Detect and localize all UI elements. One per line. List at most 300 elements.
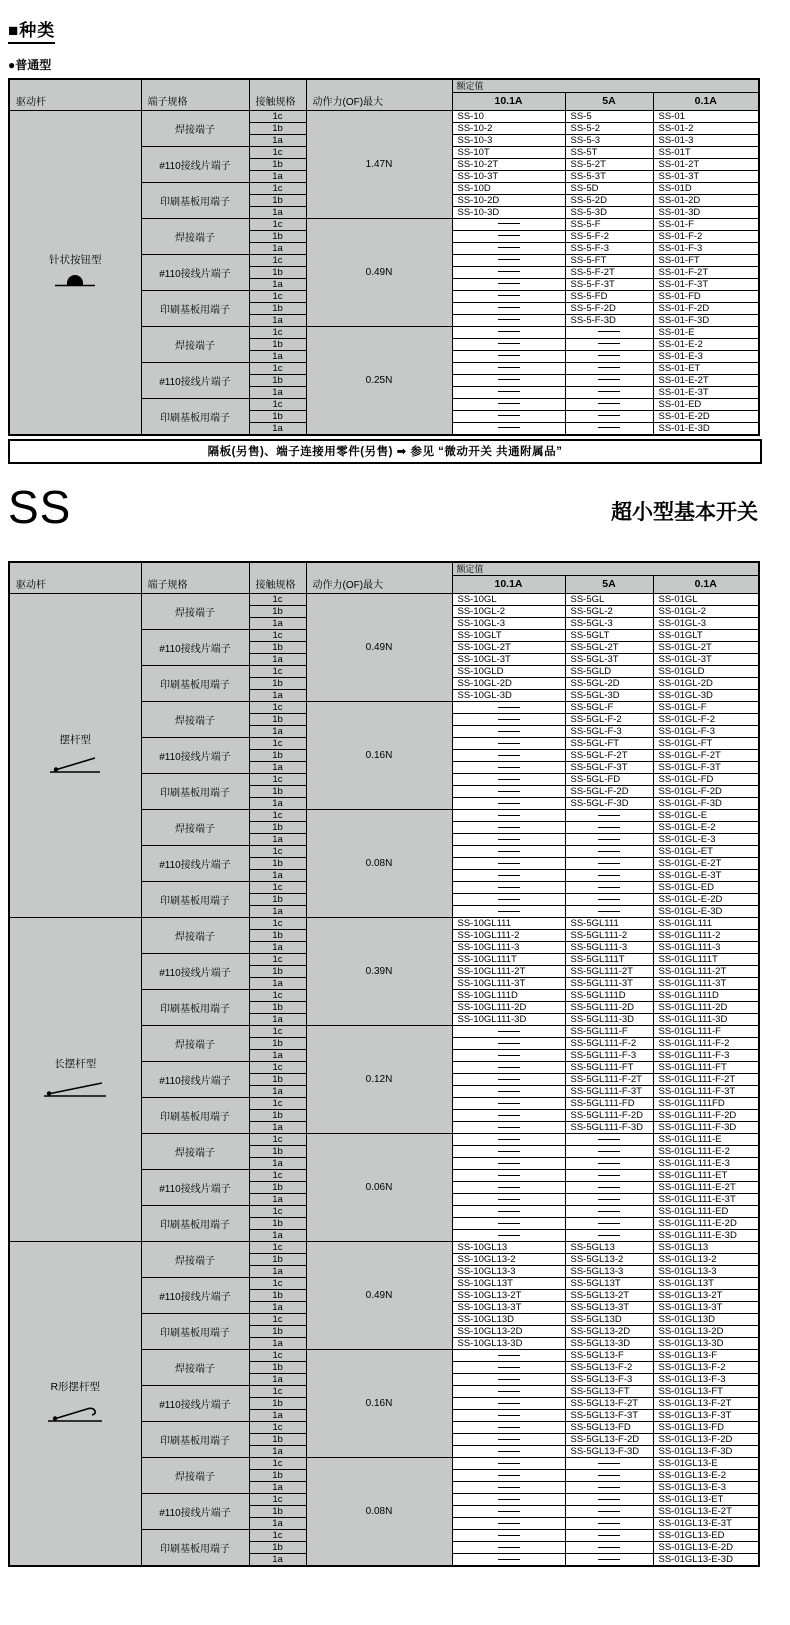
model-number-cell: SS-5GL13-3T [565, 1301, 653, 1313]
empty-model-cell [565, 1469, 653, 1481]
contact-form-cell: 1b [249, 1001, 306, 1013]
model-number-cell: SS-01-F-3D [653, 314, 759, 326]
model-number-cell: SS-5GL13 [565, 1241, 653, 1253]
contact-form-cell: 1a [249, 797, 306, 809]
contact-form-cell: 1c [249, 1349, 306, 1361]
table-row [9, 917, 759, 929]
contact-form-cell: 1b [249, 230, 306, 242]
model-number-cell: SS-01GL13-3T [653, 1301, 759, 1313]
not-available-dash [598, 1475, 620, 1476]
standard-type-spec-table [8, 78, 760, 436]
contact-form-cell: 1b [249, 122, 306, 134]
contact-form-cell: 1b [249, 410, 306, 422]
model-number-cell: SS-10GL13T [452, 1277, 565, 1289]
column-header-actuator: 驱动杆 [9, 562, 141, 593]
contact-form-cell: 1b [249, 749, 306, 761]
contact-form-cell: 1c [249, 809, 306, 821]
model-number-cell: SS-5GL-2D [565, 677, 653, 689]
contact-form-cell: 1b [249, 1397, 306, 1409]
column-header-rating-0.1A: 0.1A [653, 92, 759, 110]
hinge-lever-icon [10, 754, 141, 779]
terminal-type-cell: 焊接端子 [141, 1133, 249, 1169]
empty-model-cell [452, 1457, 565, 1469]
contact-form-cell: 1b [249, 302, 306, 314]
empty-model-cell [452, 338, 565, 350]
empty-model-cell [565, 1169, 653, 1181]
contact-form-cell: 1a [249, 761, 306, 773]
model-number-cell: SS-01-2 [653, 122, 759, 134]
not-available-dash [498, 851, 520, 852]
empty-model-cell [452, 254, 565, 266]
terminal-type-cell: 印刷基板用端子 [141, 881, 249, 917]
not-available-dash [498, 379, 520, 380]
not-available-dash [498, 1535, 520, 1536]
model-number-cell: SS-01GL13-F-2 [653, 1361, 759, 1373]
model-number-cell: SS-5GL-3 [565, 617, 653, 629]
empty-model-cell [565, 338, 653, 350]
actuator-cell [9, 593, 141, 917]
contact-form-cell: 1c [249, 326, 306, 338]
empty-model-cell [565, 1133, 653, 1145]
model-number-cell: SS-01GL111-F-2T [653, 1073, 759, 1085]
empty-model-cell [452, 1109, 565, 1121]
model-number-cell: SS-5GL111-3D [565, 1013, 653, 1025]
model-number-cell: SS-10GL111-2 [452, 929, 565, 941]
not-available-dash [598, 863, 620, 864]
model-number-cell: SS-5-2D [565, 194, 653, 206]
model-number-cell: SS-5GL13-2 [565, 1253, 653, 1265]
empty-model-cell [452, 881, 565, 893]
model-number-cell: SS-01GL13-2D [653, 1325, 759, 1337]
empty-model-cell [565, 350, 653, 362]
model-number-cell: SS-01GL13-E-3 [653, 1481, 759, 1493]
model-number-cell: SS-5GL-F-3D [565, 797, 653, 809]
contact-form-cell: 1a [249, 1085, 306, 1097]
model-number-cell: SS-01GLD [653, 665, 759, 677]
terminal-type-cell: 焊接端子 [141, 917, 249, 953]
empty-model-cell [452, 773, 565, 785]
model-number-cell: SS-10-2T [452, 158, 565, 170]
contact-form-cell: 1c [249, 845, 306, 857]
model-number-cell: SS-10GL111-3 [452, 941, 565, 953]
model-number-cell: SS-01-3T [653, 170, 759, 182]
model-number-cell: SS-5GL [565, 593, 653, 605]
contact-form-cell: 1c [249, 290, 306, 302]
model-number-cell: SS-5GL-F-2 [565, 713, 653, 725]
operating-force-cell: 0.39N [306, 917, 452, 1025]
terminal-type-cell: #110接线片端子 [141, 737, 249, 773]
not-available-dash [598, 1187, 620, 1188]
model-number-cell: SS-01GL-E-2D [653, 893, 759, 905]
table-row [9, 593, 759, 605]
model-number-cell: SS-5GL-FD [565, 773, 653, 785]
contact-form-cell: 1b [249, 1433, 306, 1445]
model-number-cell: SS-01GL111-FT [653, 1061, 759, 1073]
model-number-cell: SS-10-2 [452, 122, 565, 134]
empty-model-cell [565, 386, 653, 398]
not-available-dash [498, 1103, 520, 1104]
empty-model-cell [565, 1181, 653, 1193]
contact-form-cell: 1c [249, 1133, 306, 1145]
not-available-dash [498, 427, 520, 428]
not-available-dash [598, 1235, 620, 1236]
model-number-cell: SS-5GL-2T [565, 641, 653, 653]
contact-form-cell: 1b [249, 713, 306, 725]
model-number-cell: SS-10GL13-3 [452, 1265, 565, 1277]
not-available-dash [498, 791, 520, 792]
model-number-cell: SS-01GL13-F-3D [653, 1445, 759, 1457]
terminal-type-cell: 印刷基板用端子 [141, 665, 249, 701]
empty-model-cell [452, 314, 565, 326]
not-available-dash [498, 1559, 520, 1560]
not-available-dash [598, 1223, 620, 1224]
accessories-note-text: 隔板(另售)、端子连接用零件(另售) ➡ 参见 “微动开关 共通附属品” [207, 446, 563, 458]
model-number-cell: SS-10GL13-2 [452, 1253, 565, 1265]
model-number-cell: SS-10GLD [452, 665, 565, 677]
contact-form-cell: 1c [249, 593, 306, 605]
empty-model-cell [565, 833, 653, 845]
empty-model-cell [452, 1061, 565, 1073]
model-number-cell: SS-01GL111-F-3 [653, 1049, 759, 1061]
column-header-rating-5A: 5A [565, 575, 653, 593]
empty-model-cell [452, 386, 565, 398]
not-available-dash [498, 719, 520, 720]
model-number-cell: SS-5GL-F [565, 701, 653, 713]
not-available-dash [498, 367, 520, 368]
not-available-dash [598, 1487, 620, 1488]
not-available-dash [498, 235, 520, 236]
contact-form-cell: 1c [249, 701, 306, 713]
not-available-dash [498, 247, 520, 248]
series-header [8, 480, 758, 533]
not-available-dash [598, 851, 620, 852]
column-header-terminal: 端子规格 [141, 562, 249, 593]
not-available-dash [498, 1067, 520, 1068]
model-number-cell: SS-5GL111-2T [565, 965, 653, 977]
contact-form-cell: 1c [249, 1529, 306, 1541]
model-number-cell: SS-5GL-3D [565, 689, 653, 701]
contact-form-cell: 1a [249, 1193, 306, 1205]
not-available-dash [498, 403, 520, 404]
terminal-type-cell: #110接线片端子 [141, 254, 249, 290]
model-number-cell: SS-01GL111-3T [653, 977, 759, 989]
model-number-cell: SS-5GL-F-2D [565, 785, 653, 797]
empty-model-cell [452, 1469, 565, 1481]
terminal-type-cell: #110接线片端子 [141, 1385, 249, 1421]
not-available-dash [498, 1355, 520, 1356]
contact-form-cell: 1c [249, 881, 306, 893]
contact-form-cell: 1b [249, 965, 306, 977]
contact-form-cell: 1b [249, 1109, 306, 1121]
column-header-force: 动作力(OF)最大 [306, 79, 452, 110]
operating-force-cell: 0.49N [306, 1241, 452, 1349]
model-number-cell: SS-01-F-2 [653, 230, 759, 242]
not-available-dash [498, 803, 520, 804]
model-number-cell: SS-5-3D [565, 206, 653, 218]
empty-model-cell [452, 1409, 565, 1421]
contact-form-cell: 1b [249, 1361, 306, 1373]
operating-force-cell: 0.06N [306, 1133, 452, 1241]
contact-form-cell: 1b [249, 1469, 306, 1481]
column-header-contact: 接触规格 [249, 79, 306, 110]
model-number-cell: SS-5GL111-3 [565, 941, 653, 953]
model-number-cell: SS-01GL13-ED [653, 1529, 759, 1541]
not-available-dash [598, 1499, 620, 1500]
not-available-dash [598, 1559, 620, 1560]
empty-model-cell [452, 1193, 565, 1205]
model-number-cell: SS-5GL13-F-3D [565, 1445, 653, 1457]
not-available-dash [498, 815, 520, 816]
empty-model-cell [452, 701, 565, 713]
model-number-cell: SS-10GL-3 [452, 617, 565, 629]
empty-model-cell [452, 326, 565, 338]
model-number-cell: SS-01GL-F-2T [653, 749, 759, 761]
empty-model-cell [452, 869, 565, 881]
empty-model-cell [452, 242, 565, 254]
contact-form-cell: 1b [249, 1253, 306, 1265]
empty-model-cell [565, 398, 653, 410]
model-number-cell: SS-5-F-2D [565, 302, 653, 314]
contact-form-cell: 1c [249, 1061, 306, 1073]
model-number-cell: SS-01GL-F [653, 701, 759, 713]
model-number-cell: SS-01GL111-F [653, 1025, 759, 1037]
not-available-dash [498, 1211, 520, 1212]
empty-model-cell [565, 1505, 653, 1517]
operating-force-cell: 0.49N [306, 218, 452, 326]
model-number-cell: SS-01GL-E-2 [653, 821, 759, 833]
model-number-cell: SS-01GL111-F-3T [653, 1085, 759, 1097]
contact-form-cell: 1b [249, 605, 306, 617]
empty-model-cell [452, 398, 565, 410]
contact-form-cell: 1a [249, 653, 306, 665]
model-number-cell: SS-01GL-E-3D [653, 905, 759, 917]
model-number-cell: SS-10GL111-2T [452, 965, 565, 977]
model-number-cell: SS-5GL13-F-3 [565, 1373, 653, 1385]
model-number-cell: SS-01GL-F-2D [653, 785, 759, 797]
empty-model-cell [452, 1145, 565, 1157]
model-number-cell: SS-01GL13-F-2T [653, 1397, 759, 1409]
not-available-dash [498, 1475, 520, 1476]
model-number-cell: SS-10GL13-3T [452, 1301, 565, 1313]
not-available-dash [498, 1151, 520, 1152]
model-number-cell: SS-5GL111-FD [565, 1097, 653, 1109]
model-number-cell: SS-5GL-F-2T [565, 749, 653, 761]
empty-model-cell [565, 905, 653, 917]
not-available-dash [598, 899, 620, 900]
column-header-terminal: 端子规格 [141, 79, 249, 110]
model-number-cell: SS-01GL-E-3 [653, 833, 759, 845]
model-number-cell: SS-01GL13-F-3 [653, 1373, 759, 1385]
model-number-cell: SS-01GL111-F-3D [653, 1121, 759, 1133]
model-number-cell: SS-01-FD [653, 290, 759, 302]
terminal-type-cell: 印刷基板用端子 [141, 1097, 249, 1133]
not-available-dash [498, 343, 520, 344]
model-number-cell: SS-01GL111-3 [653, 941, 759, 953]
not-available-dash [498, 1403, 520, 1404]
terminal-type-cell: #110接线片端子 [141, 629, 249, 665]
contact-form-cell: 1a [249, 350, 306, 362]
not-available-dash [498, 1547, 520, 1548]
not-available-dash [498, 1079, 520, 1080]
model-number-cell: SS-5GL13-F [565, 1349, 653, 1361]
actuator-cell [9, 1241, 141, 1566]
empty-model-cell [565, 374, 653, 386]
contact-form-cell: 1a [249, 278, 306, 290]
terminal-type-cell: 印刷基板用端子 [141, 290, 249, 326]
empty-model-cell [452, 1397, 565, 1409]
model-number-cell: SS-01GL-ED [653, 881, 759, 893]
contact-form-cell: 1b [249, 893, 306, 905]
subsection-title: ●普通型 [8, 58, 52, 72]
not-available-dash [598, 403, 620, 404]
empty-model-cell [452, 1445, 565, 1457]
contact-form-cell: 1c [249, 1205, 306, 1217]
contact-form-cell: 1b [249, 1073, 306, 1085]
model-number-cell: SS-01GL111T [653, 953, 759, 965]
terminal-type-cell: 焊接端子 [141, 701, 249, 737]
contact-form-cell: 1c [249, 1169, 306, 1181]
terminal-type-cell: #110接线片端子 [141, 362, 249, 398]
terminal-type-cell: #110接线片端子 [141, 1277, 249, 1313]
model-number-cell: SS-5T [565, 146, 653, 158]
not-available-dash [498, 1223, 520, 1224]
not-available-dash [498, 1379, 520, 1380]
empty-model-cell [452, 833, 565, 845]
empty-model-cell [452, 1421, 565, 1433]
model-number-cell: SS-01-FT [653, 254, 759, 266]
model-number-cell: SS-5GL13-FT [565, 1385, 653, 1397]
model-number-cell: SS-01GL-E [653, 809, 759, 821]
model-number-cell: SS-5GL-3T [565, 653, 653, 665]
model-number-cell: SS-01-3 [653, 134, 759, 146]
not-available-dash [498, 1367, 520, 1368]
model-number-cell: SS-5GL111-F [565, 1025, 653, 1037]
model-number-cell: SS-10GL [452, 593, 565, 605]
actuator-label: R形摆杆型 [50, 1380, 101, 1393]
model-number-cell: SS-01GL111-2 [653, 929, 759, 941]
contact-form-cell: 1b [249, 194, 306, 206]
empty-model-cell [452, 1049, 565, 1061]
empty-model-cell [452, 1073, 565, 1085]
actuator-cell [9, 917, 141, 1241]
model-number-cell: SS-5-F [565, 218, 653, 230]
empty-model-cell [452, 809, 565, 821]
not-available-dash [598, 1547, 620, 1548]
not-available-dash [498, 1031, 520, 1032]
contact-form-cell: 1c [249, 629, 306, 641]
contact-form-cell: 1b [249, 374, 306, 386]
not-available-dash [498, 1463, 520, 1464]
not-available-dash [598, 355, 620, 356]
empty-model-cell [452, 845, 565, 857]
model-number-cell: SS-01-ET [653, 362, 759, 374]
model-number-cell: SS-01GL-3 [653, 617, 759, 629]
empty-model-cell [452, 1349, 565, 1361]
not-available-dash [498, 1091, 520, 1092]
model-number-cell: SS-10GL111D [452, 989, 565, 1001]
model-number-cell: SS-5GL111-3T [565, 977, 653, 989]
model-number-cell: SS-01GL111-E-3 [653, 1157, 759, 1169]
model-number-cell: SS-5D [565, 182, 653, 194]
not-available-dash [598, 1163, 620, 1164]
not-available-dash [598, 1511, 620, 1512]
not-available-dash [498, 283, 520, 284]
empty-model-cell [452, 1121, 565, 1133]
contact-form-cell: 1a [249, 1049, 306, 1061]
not-available-dash [498, 307, 520, 308]
contact-form-cell: 1b [249, 1217, 306, 1229]
contact-form-cell: 1b [249, 929, 306, 941]
not-available-dash [598, 1151, 620, 1152]
column-header-rating-0.1A: 0.1A [653, 575, 759, 593]
model-number-cell: SS-5GLT [565, 629, 653, 641]
empty-model-cell [452, 1529, 565, 1541]
contact-form-cell: 1a [249, 617, 306, 629]
model-number-cell: SS-5-F-2T [565, 266, 653, 278]
not-available-dash [598, 1175, 620, 1176]
not-available-dash [598, 815, 620, 816]
model-number-cell: SS-5GL111-F-3D [565, 1121, 653, 1133]
empty-model-cell [452, 1217, 565, 1229]
empty-model-cell [452, 737, 565, 749]
model-number-cell: SS-01GL13-FT [653, 1385, 759, 1397]
model-number-cell: SS-01-E-2D [653, 410, 759, 422]
contact-form-cell: 1b [249, 1289, 306, 1301]
model-number-cell: SS-01GL13-E-3D [653, 1553, 759, 1566]
model-number-cell: SS-01GL13-E-2 [653, 1469, 759, 1481]
contact-form-cell: 1a [249, 725, 306, 737]
model-number-cell: SS-01GL-F-3D [653, 797, 759, 809]
not-available-dash [498, 767, 520, 768]
terminal-type-cell: 焊接端子 [141, 110, 249, 146]
model-number-cell: SS-5GL111-F-2D [565, 1109, 653, 1121]
contact-form-cell: 1b [249, 857, 306, 869]
model-number-cell: SS-01-ED [653, 398, 759, 410]
not-available-dash [498, 887, 520, 888]
empty-model-cell [565, 1145, 653, 1157]
model-number-cell: SS-10GL13-2T [452, 1289, 565, 1301]
empty-model-cell [452, 761, 565, 773]
contact-form-cell: 1a [249, 1373, 306, 1385]
model-number-cell: SS-01-E-3 [653, 350, 759, 362]
model-number-cell: SS-01GL-F-3 [653, 725, 759, 737]
terminal-type-cell: 印刷基板用端子 [141, 398, 249, 435]
not-available-dash [598, 427, 620, 428]
contact-form-cell: 1c [249, 737, 306, 749]
contact-form-cell: 1a [249, 1409, 306, 1421]
empty-model-cell [452, 821, 565, 833]
terminal-type-cell: 印刷基板用端子 [141, 182, 249, 218]
not-available-dash [498, 779, 520, 780]
model-number-cell: SS-01D [653, 182, 759, 194]
model-number-cell: SS-5GL13-FD [565, 1421, 653, 1433]
model-number-cell: SS-01GL111 [653, 917, 759, 929]
empty-model-cell [452, 1229, 565, 1241]
model-number-cell: SS-01GL111-2D [653, 1001, 759, 1013]
empty-model-cell [565, 1229, 653, 1241]
model-number-cell: SS-10T [452, 146, 565, 158]
column-header-rating: 额定值 [452, 562, 759, 575]
model-number-cell: SS-01-F-3T [653, 278, 759, 290]
empty-model-cell [452, 857, 565, 869]
contact-form-cell: 1c [249, 1457, 306, 1469]
contact-form-cell: 1a [249, 941, 306, 953]
model-number-cell: SS-01GL-F-3T [653, 761, 759, 773]
model-number-cell: SS-01GL13T [653, 1277, 759, 1289]
model-number-cell: SS-5GL13-F-3T [565, 1409, 653, 1421]
model-number-cell: SS-01-F [653, 218, 759, 230]
operating-force-cell: 0.16N [306, 1349, 452, 1457]
